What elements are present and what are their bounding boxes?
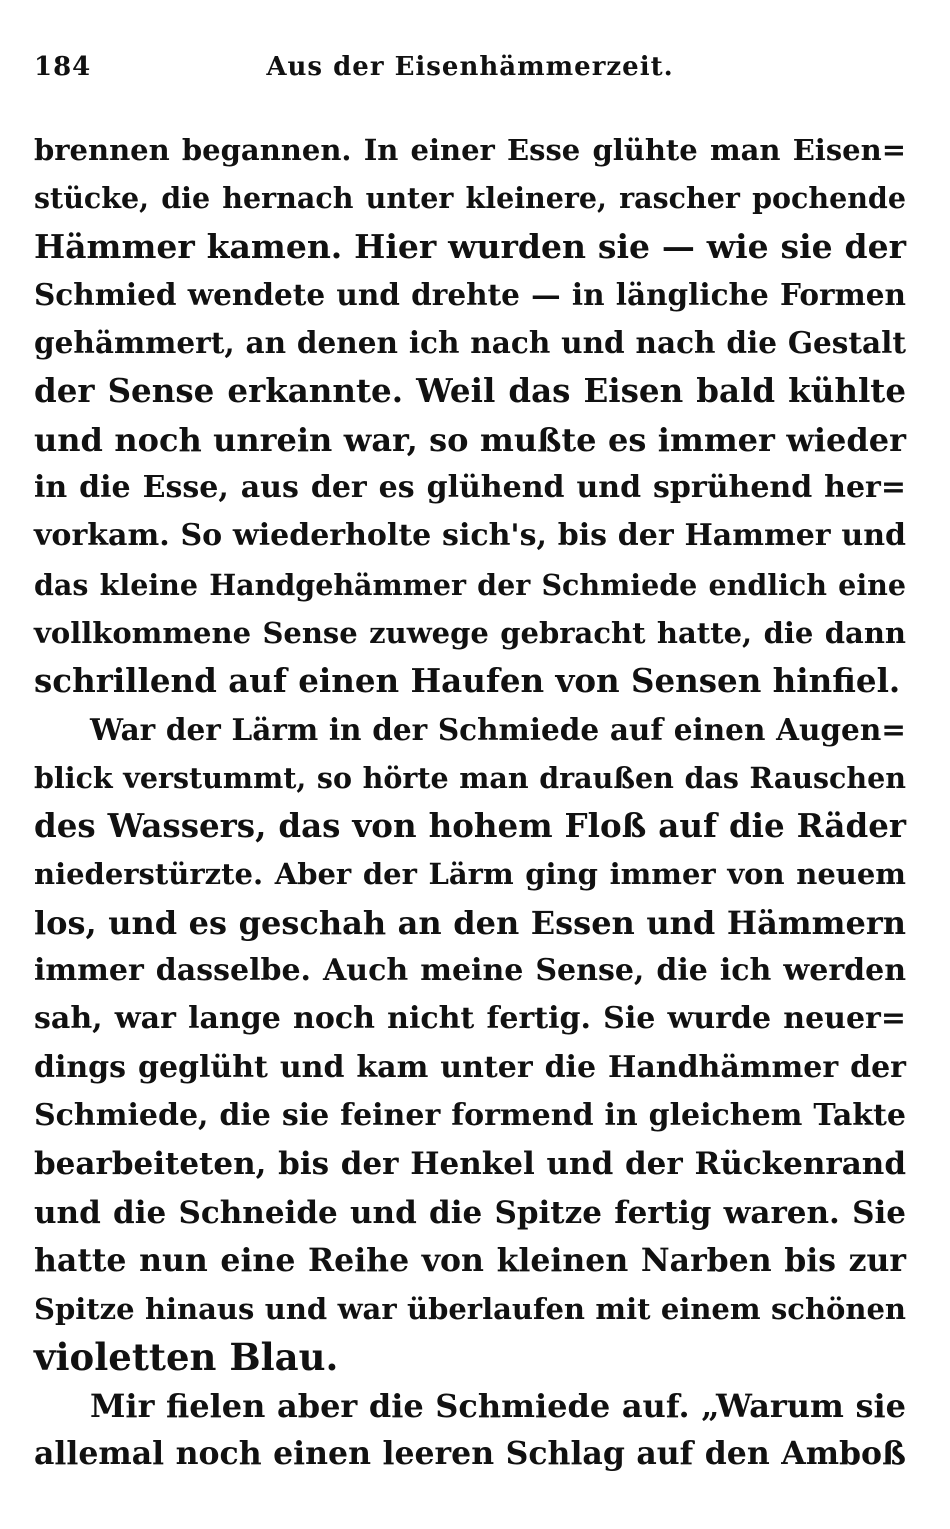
text-line: War der Lärm in der Schmiede auf einen Augen=	[90, 711, 906, 747]
text-line: allemal noch einen leeren Schlag auf den Amboß	[34, 1435, 906, 1473]
text-line: los, und es geschah an den Essen und Hämmern	[34, 903, 906, 942]
text-line: vorkam. So wiederholte sich's, bis der Hammer und	[34, 518, 906, 554]
text-line: hatte nun eine Reihe von kleinen Narben bis zur	[34, 1241, 906, 1279]
text-line: immer dasselbe. Auch meine Sense, die ich werden	[34, 953, 906, 989]
text-line: vollkommene Sense zuwege gebracht hatte, die dann	[34, 615, 906, 650]
text-line: dings geglüht und kam unter die Handhämmer der	[34, 1049, 906, 1085]
text-line: und noch unrein war, so mußte es immer wieder	[34, 420, 906, 459]
text-line: der Sense erkannte. Weil das Eisen bald kühlte	[34, 371, 906, 411]
text-line: Mir fielen aber die Schmiede auf. „Warum sie	[90, 1386, 906, 1425]
text-line: Schmiede, die sie feiner formend in gleichem Takte	[34, 1097, 906, 1133]
running-title: Aus der Eisenhämmerzeit.	[266, 52, 674, 82]
text-line: bearbeiteten, bis der Henkel und der Rückenrand	[34, 1146, 906, 1183]
text-line: gehämmert, an denen ich nach und nach die Gestalt	[34, 325, 906, 361]
text-line: stücke, die hernach unter kleinere, rascher pochende	[34, 181, 906, 216]
page-number: 184	[34, 52, 92, 82]
running-head	[34, 52, 906, 92]
text-line: brennen begannen. In einer Esse glühte man Eisen=	[34, 133, 906, 167]
body-text	[34, 126, 906, 1478]
text-line: des Wassers, das von hohem Floß auf die Räder	[34, 806, 906, 846]
text-line: sah, war lange noch nicht fertig. Sie wurde neuer=	[34, 1001, 906, 1037]
text-line: das kleine Handgehämmer der Schmiede endlich eine	[34, 567, 906, 602]
text-line: Spitze hinaus und war überlaufen mit einem schönen	[34, 1292, 906, 1327]
text-line: Hämmer kamen. Hier wurden sie — wie sie der	[34, 226, 906, 266]
text-line: und die Schneide und die Spitze fertig waren. Sie	[34, 1194, 906, 1231]
text-line: Schmied wendete und drehte — in längliche Formen	[34, 276, 906, 312]
text-line: blick verstummt, so hörte man draußen das Rauschen	[34, 760, 906, 795]
text-line: schrillend auf einen Haufen von Sensen hinfiel.	[34, 661, 901, 701]
text-line: niederstürzte. Aber der Lärm ging immer von neuem	[34, 857, 906, 892]
text-line: violetten Blau.	[34, 1335, 339, 1380]
text-line: in die Esse, aus der es glühend und sprühend her=	[34, 470, 906, 506]
